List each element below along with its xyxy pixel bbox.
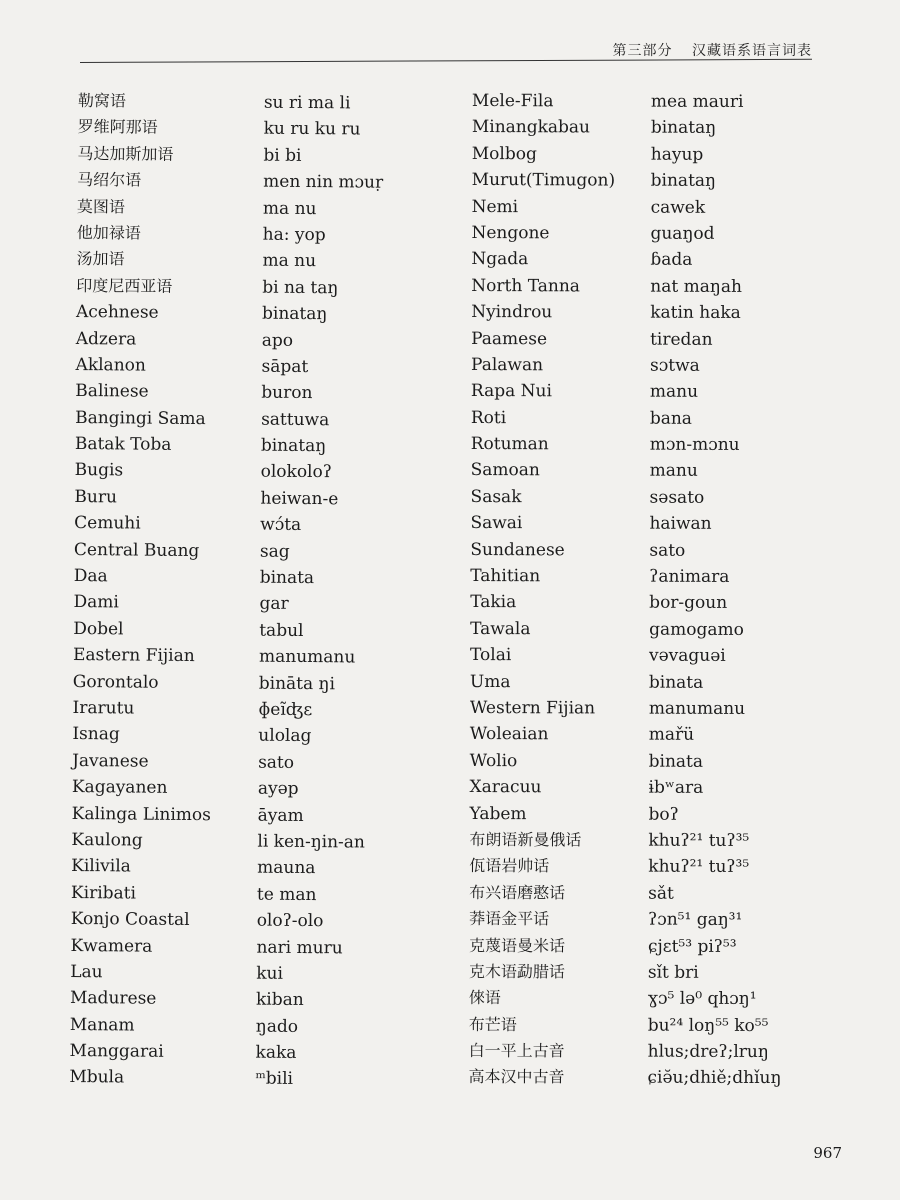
language-name: Bugis (74, 460, 124, 481)
language-name: Uma (469, 671, 511, 692)
word-form: mauna (257, 857, 316, 879)
word-form: mɔn-mɔnu (649, 434, 740, 456)
language-name: Roti (470, 407, 507, 428)
word-form: bināta ŋi (258, 673, 336, 694)
language-name: Tahitian (470, 566, 541, 587)
language-name: Yabem (469, 803, 527, 824)
language-name: 汤加语 (76, 249, 125, 269)
language-name: 莫图语 (76, 196, 126, 216)
word-form: cawek (650, 197, 706, 218)
word-form: bana (649, 408, 692, 429)
word-form: li ken-ŋin-an (257, 831, 366, 853)
language-name: Kiribati (70, 882, 137, 904)
word-form: kui (256, 963, 284, 984)
word-form: āyam (257, 805, 304, 826)
language-name: 布兴语磨憨话 (469, 882, 566, 903)
word-form: sattuwa (261, 409, 330, 430)
right-word-column (468, 88, 782, 1091)
language-name: Nemi (471, 196, 519, 217)
word-form: boʔ (648, 804, 679, 825)
language-name: Madurese (69, 988, 157, 1009)
word-form: khuʔ²¹ tuʔ³⁵ (648, 856, 750, 878)
word-form: manu (649, 461, 698, 482)
language-name: Gorontalo (72, 671, 159, 693)
language-name: Sundanese (470, 539, 565, 560)
word-form: bu²⁴ loŋ⁵⁵ ko⁵⁵ (647, 1015, 769, 1036)
header-title: 汉藏语系语言词表 (692, 43, 812, 59)
word-form: sato (649, 540, 686, 561)
word-form: sato (258, 752, 295, 773)
language-name: 布芒语 (468, 1014, 517, 1034)
language-name: Isnag (72, 724, 120, 745)
word-form: ɕjɛt⁵³ piʔ⁵³ (647, 936, 737, 957)
word-form: hayup (650, 144, 704, 165)
word-form: hlus;dreʔ;lruŋ (647, 1041, 769, 1063)
word-form: gamogamo (649, 619, 744, 640)
word-form: olokoloʔ (260, 462, 332, 483)
word-form: ku ru ku ru (263, 119, 361, 140)
word-form: ᵐbili (255, 1069, 294, 1090)
language-name: Manam (69, 1014, 135, 1036)
language-name: Paamese (471, 328, 548, 349)
word-form: vəvaguəi (648, 645, 726, 667)
language-name: Batak Toba (74, 434, 172, 455)
word-form: sāpat (261, 356, 309, 377)
language-name: Eastern Fijian (72, 645, 195, 667)
language-name: 他加禄语 (76, 222, 141, 243)
word-form: oloʔ-olo (256, 910, 324, 932)
word-form: ʔɔn⁵¹ gaŋ³¹ (648, 909, 743, 931)
language-name: Mele-Fila (471, 90, 554, 112)
word-form: ha: yop (262, 224, 326, 246)
language-name: 佤语岩帅话 (469, 856, 550, 876)
word-form: kiban (255, 989, 304, 1011)
language-name: Acehnese (75, 302, 159, 323)
word-form: ɓada (650, 249, 693, 271)
language-name: Central Buang (73, 539, 200, 561)
word-form: guaŋod (650, 223, 715, 244)
language-name: Samoan (470, 460, 540, 481)
language-name: 克木语勐腊话 (468, 961, 565, 982)
language-name: 马达加斯加语 (77, 143, 174, 164)
language-name: Manggarai (69, 1041, 164, 1062)
language-name: 克蔑语曼米话 (468, 935, 566, 955)
language-name: Konjo Coastal (70, 909, 190, 931)
word-form: ma nu (262, 198, 317, 219)
word-form: manumanu (258, 646, 356, 668)
word-form: bi na taŋ (262, 277, 339, 299)
language-name: Minangkabau (471, 117, 591, 138)
word-form: sɔtwa (649, 355, 700, 376)
language-name: Mbula (69, 1067, 125, 1088)
language-name: Sasak (470, 486, 522, 508)
word-form: ŋado (255, 1016, 299, 1037)
language-name: Murut(Timugon) (471, 170, 616, 191)
header-part: 第三部分 (612, 43, 673, 59)
word-form: ɕiə̆u;dhiě;dhǐuŋ (647, 1068, 782, 1089)
word-form: ʔanimara (649, 566, 730, 587)
word-form: səsato (649, 487, 705, 508)
word-form: sǐt bri (647, 962, 699, 983)
language-name: 勒窝语 (77, 90, 126, 111)
language-name: Nyindrou (471, 302, 553, 323)
word-form: bor-goun (649, 593, 728, 614)
word-form: wɔ́ta (260, 514, 302, 536)
word-form: ma nu (262, 250, 317, 272)
word-form: binataŋ (650, 170, 717, 192)
language-name: Lau (70, 961, 103, 983)
language-name: Irarutu (72, 697, 135, 719)
word-form: gar (259, 594, 289, 615)
word-form: binata (648, 672, 704, 693)
language-name: Ngada (471, 249, 529, 270)
language-name: Sawai (470, 513, 523, 534)
language-name: 印度尼西亚语 (76, 275, 173, 296)
word-form: katin haka (650, 302, 741, 324)
word-form: bi bi (263, 145, 302, 166)
language-name: Tawala (470, 618, 531, 640)
word-form: haiwan (649, 513, 712, 535)
language-name: 莽语金平话 (469, 909, 550, 929)
language-name: Dami (73, 592, 119, 613)
language-name: Dobel (73, 618, 124, 640)
word-form: kaka (255, 1042, 297, 1064)
language-name: Rotuman (470, 434, 549, 455)
word-form: khuʔ²¹ tuʔ³⁵ (648, 830, 750, 851)
language-name: Nengone (471, 222, 550, 244)
language-name: Kilivila (71, 856, 131, 877)
language-name: Kalinga Linimos (71, 803, 212, 825)
language-name: Wolio (469, 750, 518, 771)
language-name: Kagayanen (71, 777, 168, 798)
language-name: Xaracuu (469, 777, 542, 798)
word-form: ayəp (257, 778, 299, 800)
language-name: 罗维阿那语 (77, 117, 158, 138)
word-form: sag (259, 541, 290, 562)
word-form: ɣɔ⁵ lə⁰ qhɔŋ¹ (647, 988, 757, 1010)
word-form: heiwan-e (260, 488, 339, 510)
word-form: binata (259, 567, 315, 589)
left-word-column (69, 88, 384, 1091)
language-name: Bangingi Sama (75, 407, 206, 429)
language-name: Kaulong (71, 829, 143, 851)
word-form: te man (256, 884, 317, 905)
word-form: ɨbʷara (648, 777, 704, 798)
language-name: Cemuhi (74, 513, 141, 534)
word-form: tiredan (650, 329, 713, 350)
header-rule (80, 59, 812, 63)
page-number: 967 (813, 1144, 842, 1162)
language-name: Molbog (471, 143, 537, 165)
language-name: 马绍尔语 (77, 170, 142, 190)
language-name: Buru (74, 486, 118, 508)
word-form: manumanu (648, 698, 746, 719)
language-name: Daa (73, 566, 108, 587)
word-form: men nin mɔuṛ (263, 171, 384, 193)
language-name: Western Fijian (469, 697, 596, 719)
word-form: nat maŋah (650, 276, 742, 297)
word-form: mařü (648, 724, 695, 746)
word-form: buron (261, 382, 313, 404)
language-name: Javanese (72, 750, 149, 772)
word-form: nari muru (256, 937, 343, 958)
word-form: binata (648, 751, 704, 772)
language-name: Woleaian (469, 724, 549, 745)
language-name: Takia (470, 592, 517, 613)
language-name: Palawan (470, 354, 544, 376)
word-form: apo (261, 330, 294, 351)
word-form: mea mauri (650, 91, 744, 112)
word-form: ulolag (258, 725, 312, 747)
word-form: binataŋ (261, 303, 328, 325)
language-name: Rapa Nui (470, 381, 552, 402)
language-name: 布朗语新曼俄话 (469, 829, 582, 850)
word-form: binataŋ (650, 118, 717, 139)
language-name: 高本汉中古音 (468, 1067, 565, 1087)
word-form: binataŋ (260, 435, 327, 457)
language-name: Balinese (75, 381, 149, 402)
word-form: sǎt (648, 883, 674, 904)
language-name: 倈语 (468, 988, 501, 1008)
word-form: ɸeĩʤɛ (258, 699, 313, 721)
language-name: Tolai (469, 645, 512, 666)
language-name: Adzera (75, 328, 137, 350)
language-name: North Tanna (471, 275, 580, 297)
language-name: 白一平上古音 (468, 1041, 565, 1061)
running-header (599, 40, 812, 60)
language-name: Aklanon (75, 354, 146, 376)
language-name: Kwamera (70, 935, 153, 957)
word-form: tabul (259, 620, 304, 641)
word-form: su ri ma li (263, 92, 351, 114)
word-form: manu (649, 381, 699, 403)
